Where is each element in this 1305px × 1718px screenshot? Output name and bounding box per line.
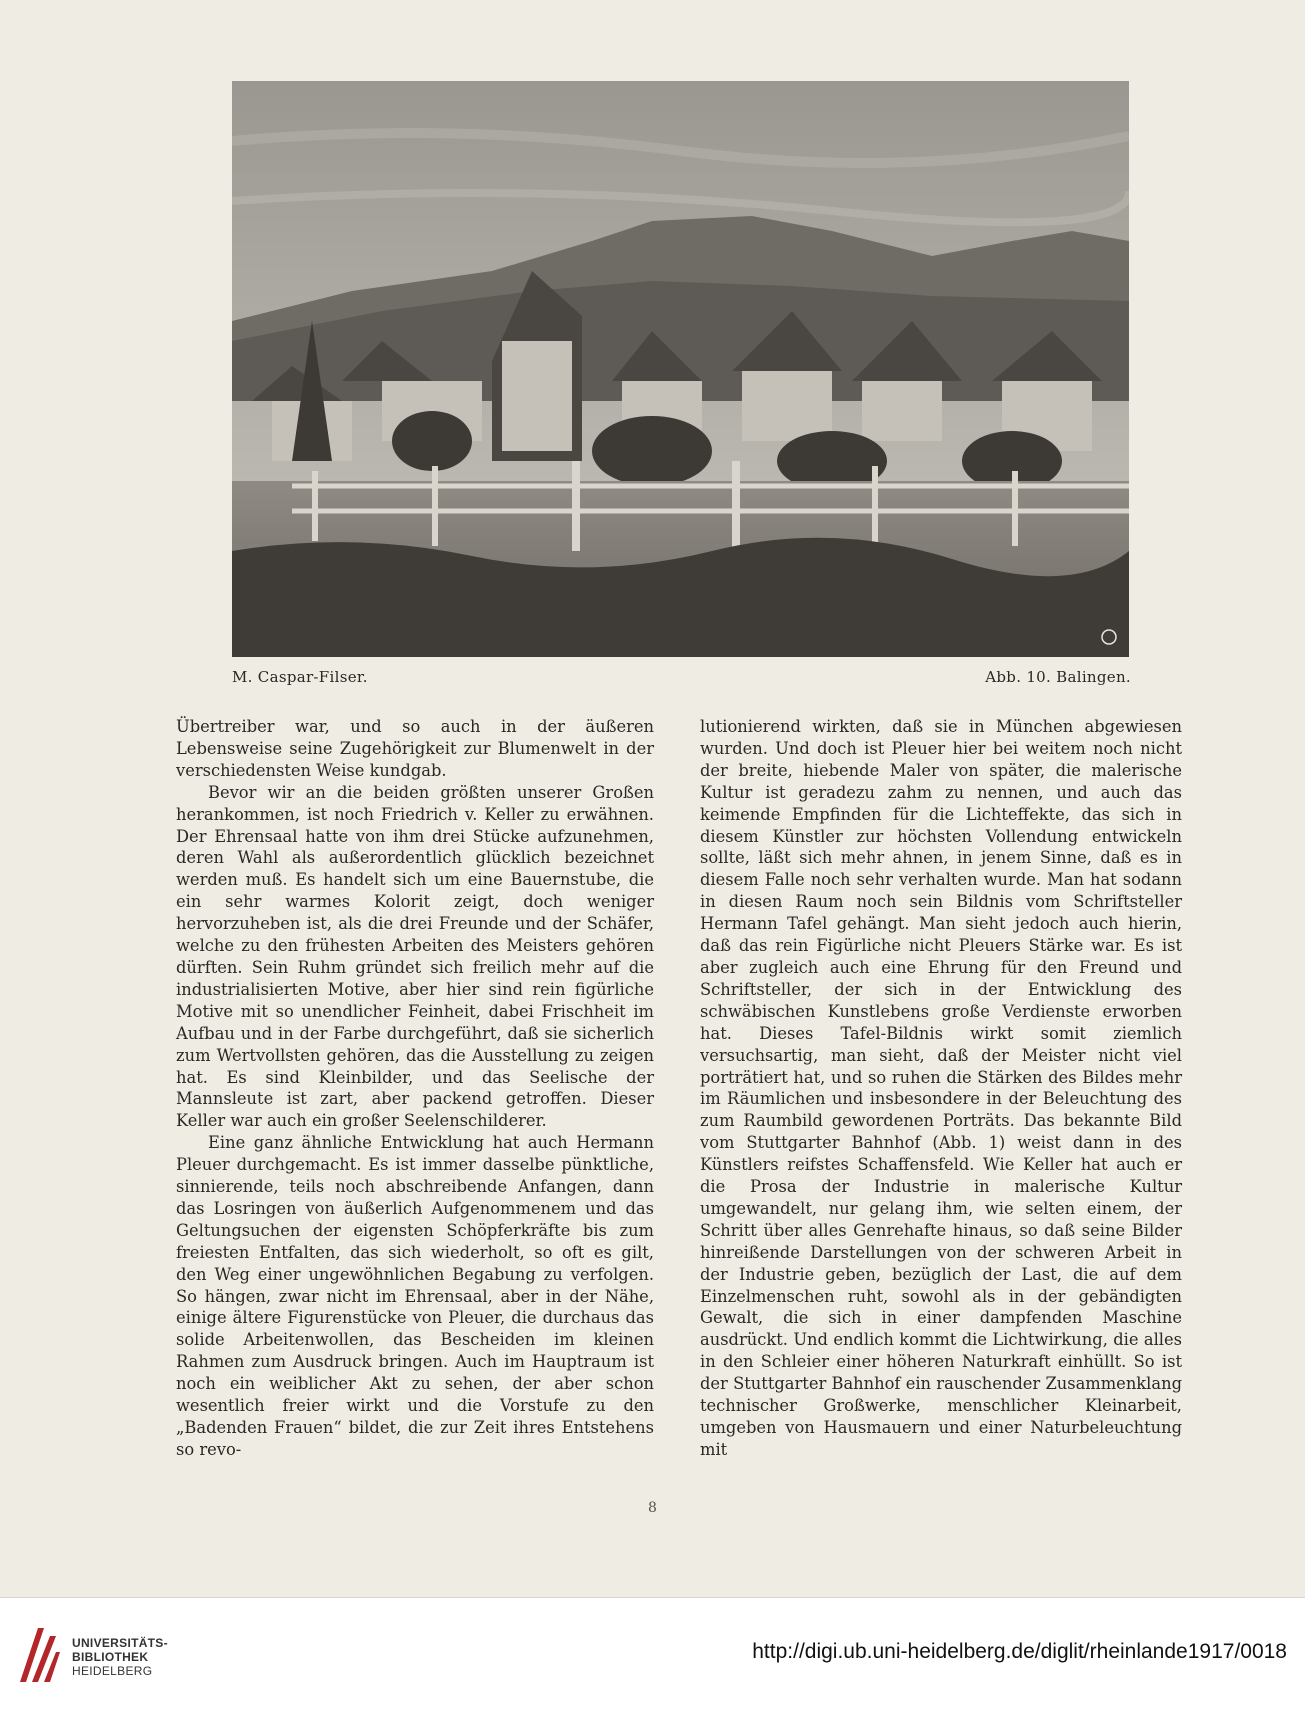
paragraph: lutionierend wirkten, daß sie in München abgewiesen wurden. Und doch ist Pleuer hier bei weitem noch nicht der breite, hiebende Maler von später, die malerische Kultur ist geradezu zahm zu nennen, und auch das keimende Empfinden für die Lichteffekte, das sich in diesem Künstler zur höchsten Vollendung entwickeln sollte, läßt sich mehr ahnen, in jenem Sinne, daß es in diesem Falle noch sehr verhalten wurde. Man hat sodann in diesen Raum noch sein Bildnis vom Schriftsteller Hermann Tafel gehängt. Man sieht jedoch auch hierin, daß das rein Figürliche nicht Pleuers Stärke war. Es ist aber zugleich auch eine Ehrung für den Freund und Schriftsteller, der sich in der Entwicklung des schwäbischen Kunstlebens große Verdienste erworben hat. Dieses Tafel-Bildnis wirkt somit ziemlich versuchsartig, man sieht, daß der Meister nicht viel porträtiert hat, und so ruhen die Stärken des Bildes mehr im Räumlichen und insbesondere in der Beleuchtung des zum Raumbild gewordenen Porträts. Das bekannte Bild vom Stuttgarter Bahnhof (Abb. 1) weist dann in des Künstlers reifstes Schaffensfeld. Wie Keller hat auch er die Prosa der Industrie in malerische Kultur umgewandelt, nur gelang ihm, wie selten einem, der Schritt über alles Genrehafte hinaus, so daß seine Bilder hinreißende Darstellungen von der schweren Arbeit in der Industrie geben, bezüglich der Last, die auf dem Einzelmenschen ruht, sowohl als in der gebändigten Gewalt, die sich in einer dampfenden Maschine ausdrückt. Und endlich kommt die Lichtwirkung, die alles in den Schleier einer höheren Naturkraft einhüllt. So ist der Stuttgarter Bahnhof ein rauschender Zusammenklang technischer Großwerke, menschlicher Kleinarbeit, umgeben von Hausmauern und einer Naturbeleuchtung mit [700,717,1182,1459]
text-column-left [176,716,654,1461]
page-number: 8 [648,1500,657,1516]
library-name-line1: UNIVERSITÄTS- [72,1636,168,1650]
university-library-logo[interactable] [14,1622,62,1688]
painting-illustration [232,81,1129,657]
landscape-painting-image [232,81,1129,657]
figure-artist-caption: M. Caspar-Filser. [232,668,368,686]
text-column-right [700,716,1182,1461]
library-name[interactable] [72,1636,168,1678]
library-footer [0,1597,1305,1718]
paragraph: Übertreiber war, und so auch in der äußeren Lebensweise seine Zugehörigkeit zur Blumenwelt in der verschiedensten Weise kundgab. [176,717,654,780]
library-name-line3: HEIDELBERG [72,1664,153,1678]
permalink-url[interactable]: http://digi.ub.uni-heidelberg.de/diglit/rheinlande1917/0018 [752,1640,1287,1663]
paragraph: Bevor wir an die beiden größten unserer Großen herankommen, ist noch Friedrich v. Keller zu erwähnen. Der Ehrensaal hatte von ihm drei Stücke aufzunehmen, deren Wahl als außerordentlich glücklich bezeichnet werden muß. Es handelt sich um eine Bauernstube, die ein sehr warmes Kolorit zeigt, doch weniger hervorzuheben ist, als die drei Freunde und der Schäfer, welche zu den frühesten Arbeiten des Meisters gehören dürften. Sein Ruhm gründet sich freilich mehr auf die industrialisierten Motive, aber hier sind rein figürliche Motive mit so unendlicher Feinheit, dabei Frischheit im Aufbau und in der Farbe durchgeführt, daß sie sicherlich zum Wertvollsten gehören, das die Ausstellung zu zeigen hat. Es sind Kleinbilder, und das Seelische der Mannsleute ist zart, aber packend getroffen. Dieser Keller war auch ein großer Seelenschilderer. [176,782,654,1131]
library-name-line2: BIBLIOTHEK [72,1650,149,1664]
paragraph: Eine ganz ähnliche Entwicklung hat auch Hermann Pleuer durchgemacht. Es ist immer dasselbe pünktliche, sinnierende, teils noch abschreibende Anfangen, dann das Losringen von äußerlich Aufgenommenem und das Geltungsuchen der eigensten Schöpferkräfte bis zum freiesten Entfalten, das sich wiederholt, so oft es gilt, den Weg einer ungewöhnlichen Begabung zu verfolgen. So hängen, zwar nicht im Ehrensaal, aber in der Nähe, einige ältere Figurenstücke von Pleuer, die durchaus das solide Arbeitenwollen, das Bescheiden im kleinen Rahmen zum Ausdruck bringen. Auch im Hauptraum ist noch ein weiblicher Akt zu sehen, der aber schon wesentlich freier wirkt und die Vorstufe zu den „Badenden Frauen“ bildet, die zur Zeit ihres Entstehens so revo- [176,1133,654,1459]
figure-number-caption: Abb. 10. Balingen. [985,668,1131,686]
